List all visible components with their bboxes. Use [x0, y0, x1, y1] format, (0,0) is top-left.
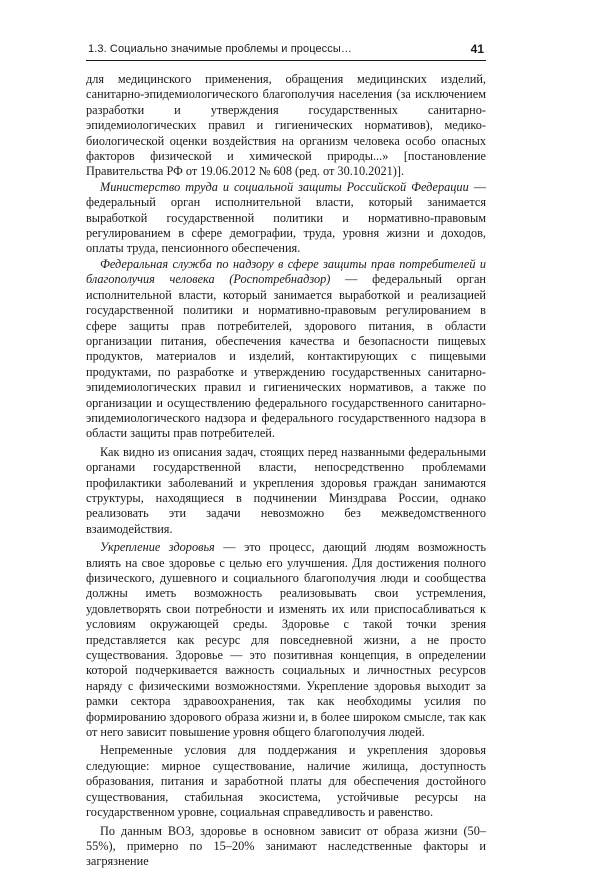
definition-health-promotion: — это процесс, дающий людям возможность влиять на свое здоровье с целью его улучшения. Для достижения полного физического, душевного и социального благополучия люди и сообщества должны иметь возможность реализовывать свои устремления, удовлетворять свои потребности и изменять их или приспосабливаться к условиям окружающей среды. Здоровье с такой точки зрения представляется как ресурс для повседневной жизни, а не просто существования. Здоровье — это позитивная концепция, в определении которой подчеркивается важность социальных и личностных ресурсов наряду с физическими возможностями. Укрепление здоровья выходит за рамки сектора здравоохранения, так как необходимы усилия по формированию здорового образа жизни и, в более широком смысле, так как от него зависит повышение уровня общего благополучия людей.	[86, 540, 486, 740]
definition-rospotrebnadzor: — федеральный орган исполнительной власти, который занимается выработкой и реализацией государственной политики и нормативно-правовым регулированием в сфере защиты прав потребителей, здорового питания, в области организации питания, обеспечения качества и безопасности пищевых продуктов, материалов и изделий, контактирующих с пищевыми продуктами, по разработке и утверждению государственных санитарно-эпидемиологических правил и гигиенических нормативов, а также по организации и осуществлению федерального государственного санитарно-эпидемиологического надзора и федерального государственного надзора в области защиты прав потребителей.	[86, 272, 486, 441]
page-header	[86, 40, 486, 61]
paragraph-ministry-labor	[86, 180, 486, 257]
paragraph-health-promotion	[86, 540, 486, 740]
paragraph-rospotrebnadzor	[86, 257, 486, 442]
paragraph-who-data: По данным ВОЗ, здоровье в основном зависит от образа жизни (50–55%), примерно по 15–20% занимают наследственные факторы и загрязнение	[86, 823, 486, 869]
page-number: 41	[470, 42, 484, 56]
definition-ministry-labor: — федеральный орган исполнительной власти, который занимается выработкой государственной политики и нормативно-правовым регулированием в сфере демографии, труда, уровня жизни и доходов, оплаты труда, пенсионного обеспечения.	[86, 179, 486, 256]
paragraph-continuation: для медицинского применения, обращения медицинских изделий, санитарно-эпидемиологического благополучия населения (за исключением разработки и утверждения государственных санитарно-эпидемиологических правил и гигиенических нормативов), медико-биологической оценки воздействия на организм человека особо опасных факторов физической и химической природы...» [постановление Правительства РФ от 19.06.2012 № 608 (ред. от 30.10.2021)].	[86, 72, 486, 179]
term-rospotrebnadzor: Федеральная служба по надзору в сфере защиты прав потребителей и благополучия человека (Роспотребнадзор)	[86, 256, 486, 287]
term-ministry-labor: Министерство труда и социальной защиты Российской Федерации	[100, 179, 469, 194]
term-health-promotion: Укрепление здоровья	[100, 540, 215, 555]
running-head: 1.3. Социально значимые проблемы и процессы…	[88, 43, 352, 55]
paragraph-interagency: Как видно из описания задач, стоящих перед названными федеральными органами государственной власти, непосредственно проблемами профилактики заболеваний и укрепления здоровья граждан занимаются структуры, находящиеся в подчинении Минздрава России, однако реализовать эти задачи невозможно без межведомственного взаимодействия.	[86, 444, 486, 536]
paragraph-health-conditions: Непременные условия для поддержания и укрепления здоровья следующие: мирное существование, наличие жилища, доступность образования, питания и заработной платы для обеспечения достойного существования, стабильная экосистема, устойчивые ресурсы на государственном уровне, социальная справедливость и равенство.	[86, 743, 486, 820]
page-body	[86, 72, 486, 870]
